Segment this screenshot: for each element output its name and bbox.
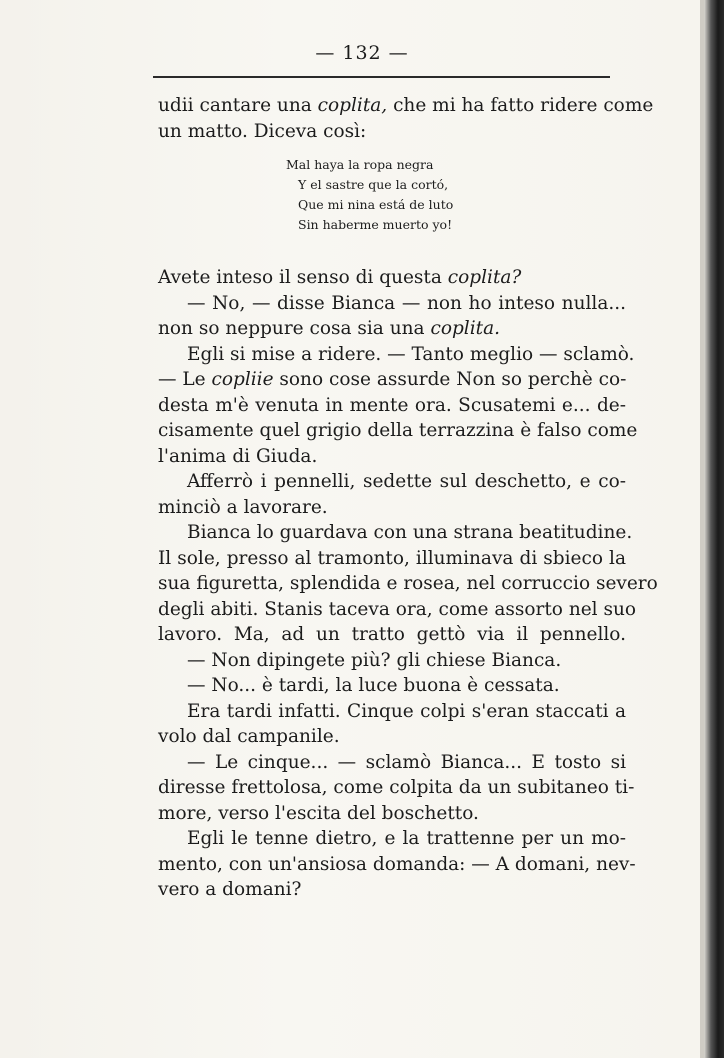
text-run: che mi ha fatto ridere come (387, 95, 654, 116)
text-run: Afferrò i pennelli, sedette sul deschetto, e co- (187, 471, 626, 492)
text-run: udii cantare una (158, 95, 318, 116)
text-line (158, 119, 626, 145)
text-run: l'anima di Giuda. (158, 445, 318, 467)
verse-line: Que mi nina está de luto (298, 197, 454, 212)
italic-word: copliie (211, 369, 274, 390)
text-line (158, 546, 626, 572)
verse-line: Y el sastre que la cortó, (298, 177, 449, 192)
text-line (158, 775, 635, 801)
verse-line: Sin haberme muerto yo! (298, 217, 453, 232)
text-line (158, 393, 626, 419)
text-line (158, 750, 626, 776)
text-run: Bianca lo guardava con una strana beatitudine. (187, 522, 633, 543)
text-run: degli abiti. Stanis taceva ora, come assorto nel suo (158, 598, 637, 620)
text-run: Egli le tenne dietro, e la trattenne per un mo- (187, 828, 626, 849)
text-run: cisamente quel grigio della terrazzina è falso come (158, 420, 638, 441)
text-line (158, 342, 635, 368)
text-run: volo dal campanile. (158, 726, 340, 747)
text-line (158, 673, 626, 699)
text-line (158, 93, 654, 119)
text-run: diresse frettolosa, come colpita da un subitaneo ti- (158, 777, 635, 798)
header-rule (153, 76, 610, 78)
text-line (158, 724, 626, 750)
page-number: — 132 — (315, 42, 409, 64)
text-line (158, 265, 626, 291)
text-line (158, 801, 626, 827)
book-binding-edge (704, 0, 724, 1058)
text-line (158, 852, 636, 878)
text-run: mento, con un'ansiosa domanda: — A domani, nev- (158, 853, 636, 875)
text-run: more, verso l'escita del boschetto. (158, 802, 479, 824)
italic-word: coplita? (447, 267, 522, 288)
verse-line: Mal haya la ropa negra (286, 157, 434, 172)
text-line (158, 495, 626, 521)
text-line (158, 520, 633, 546)
text-line (158, 316, 626, 342)
paragraph-intro (158, 93, 654, 144)
text-run: sono cose assurde Non so perchè co- (273, 369, 627, 390)
verse-quote (286, 155, 453, 235)
text-line (158, 826, 626, 852)
text-line (158, 571, 658, 597)
text-line (158, 418, 638, 444)
text-run: desta m'è venuta in mente ora. Scusatemi e... de- (158, 394, 626, 416)
text-run: Avete inteso il senso di questa (158, 267, 448, 288)
text-line (158, 367, 626, 393)
text-line (158, 291, 626, 317)
main-text (158, 265, 658, 903)
text-run: — Le (158, 369, 212, 390)
italic-word: coplita, (317, 95, 388, 116)
text-line (158, 597, 637, 623)
italic-word: coplita. (430, 318, 500, 339)
text-run: Era tardi infatti. Cinque colpi s'eran staccati a (187, 700, 626, 722)
text-run: un matto. Diceva così: (158, 120, 367, 142)
text-run: — No... è tardi, la luce buona è cessata. (187, 675, 560, 696)
text-run: Il sole, presso al tramonto, illuminava di sbieco la (158, 547, 626, 569)
text-line (158, 444, 626, 470)
text-run: — No, — disse Bianca — non ho inteso nulla... (187, 292, 626, 314)
text-run: — Non dipingete più? gli chiese Bianca. (187, 649, 562, 671)
text-run: sua figuretta, splendida e rosea, nel corruccio severo (158, 573, 658, 594)
text-line (158, 877, 626, 903)
text-run: minciò a lavorare. (158, 496, 328, 518)
text-run: vero a domani? (158, 879, 302, 900)
text-run: Egli si mise a ridere. — Tanto meglio — sclamò. (187, 343, 635, 365)
text-line (158, 648, 626, 674)
text-line (158, 699, 626, 725)
text-run: lavoro. Ma, ad un tratto gettò via il pennello. (158, 624, 626, 645)
text-line (158, 622, 626, 648)
text-run: non so neppure cosa sia una (158, 318, 431, 339)
text-line (158, 469, 626, 495)
text-run: — Le cinque... — sclamò Bianca... E tosto si (187, 751, 626, 773)
